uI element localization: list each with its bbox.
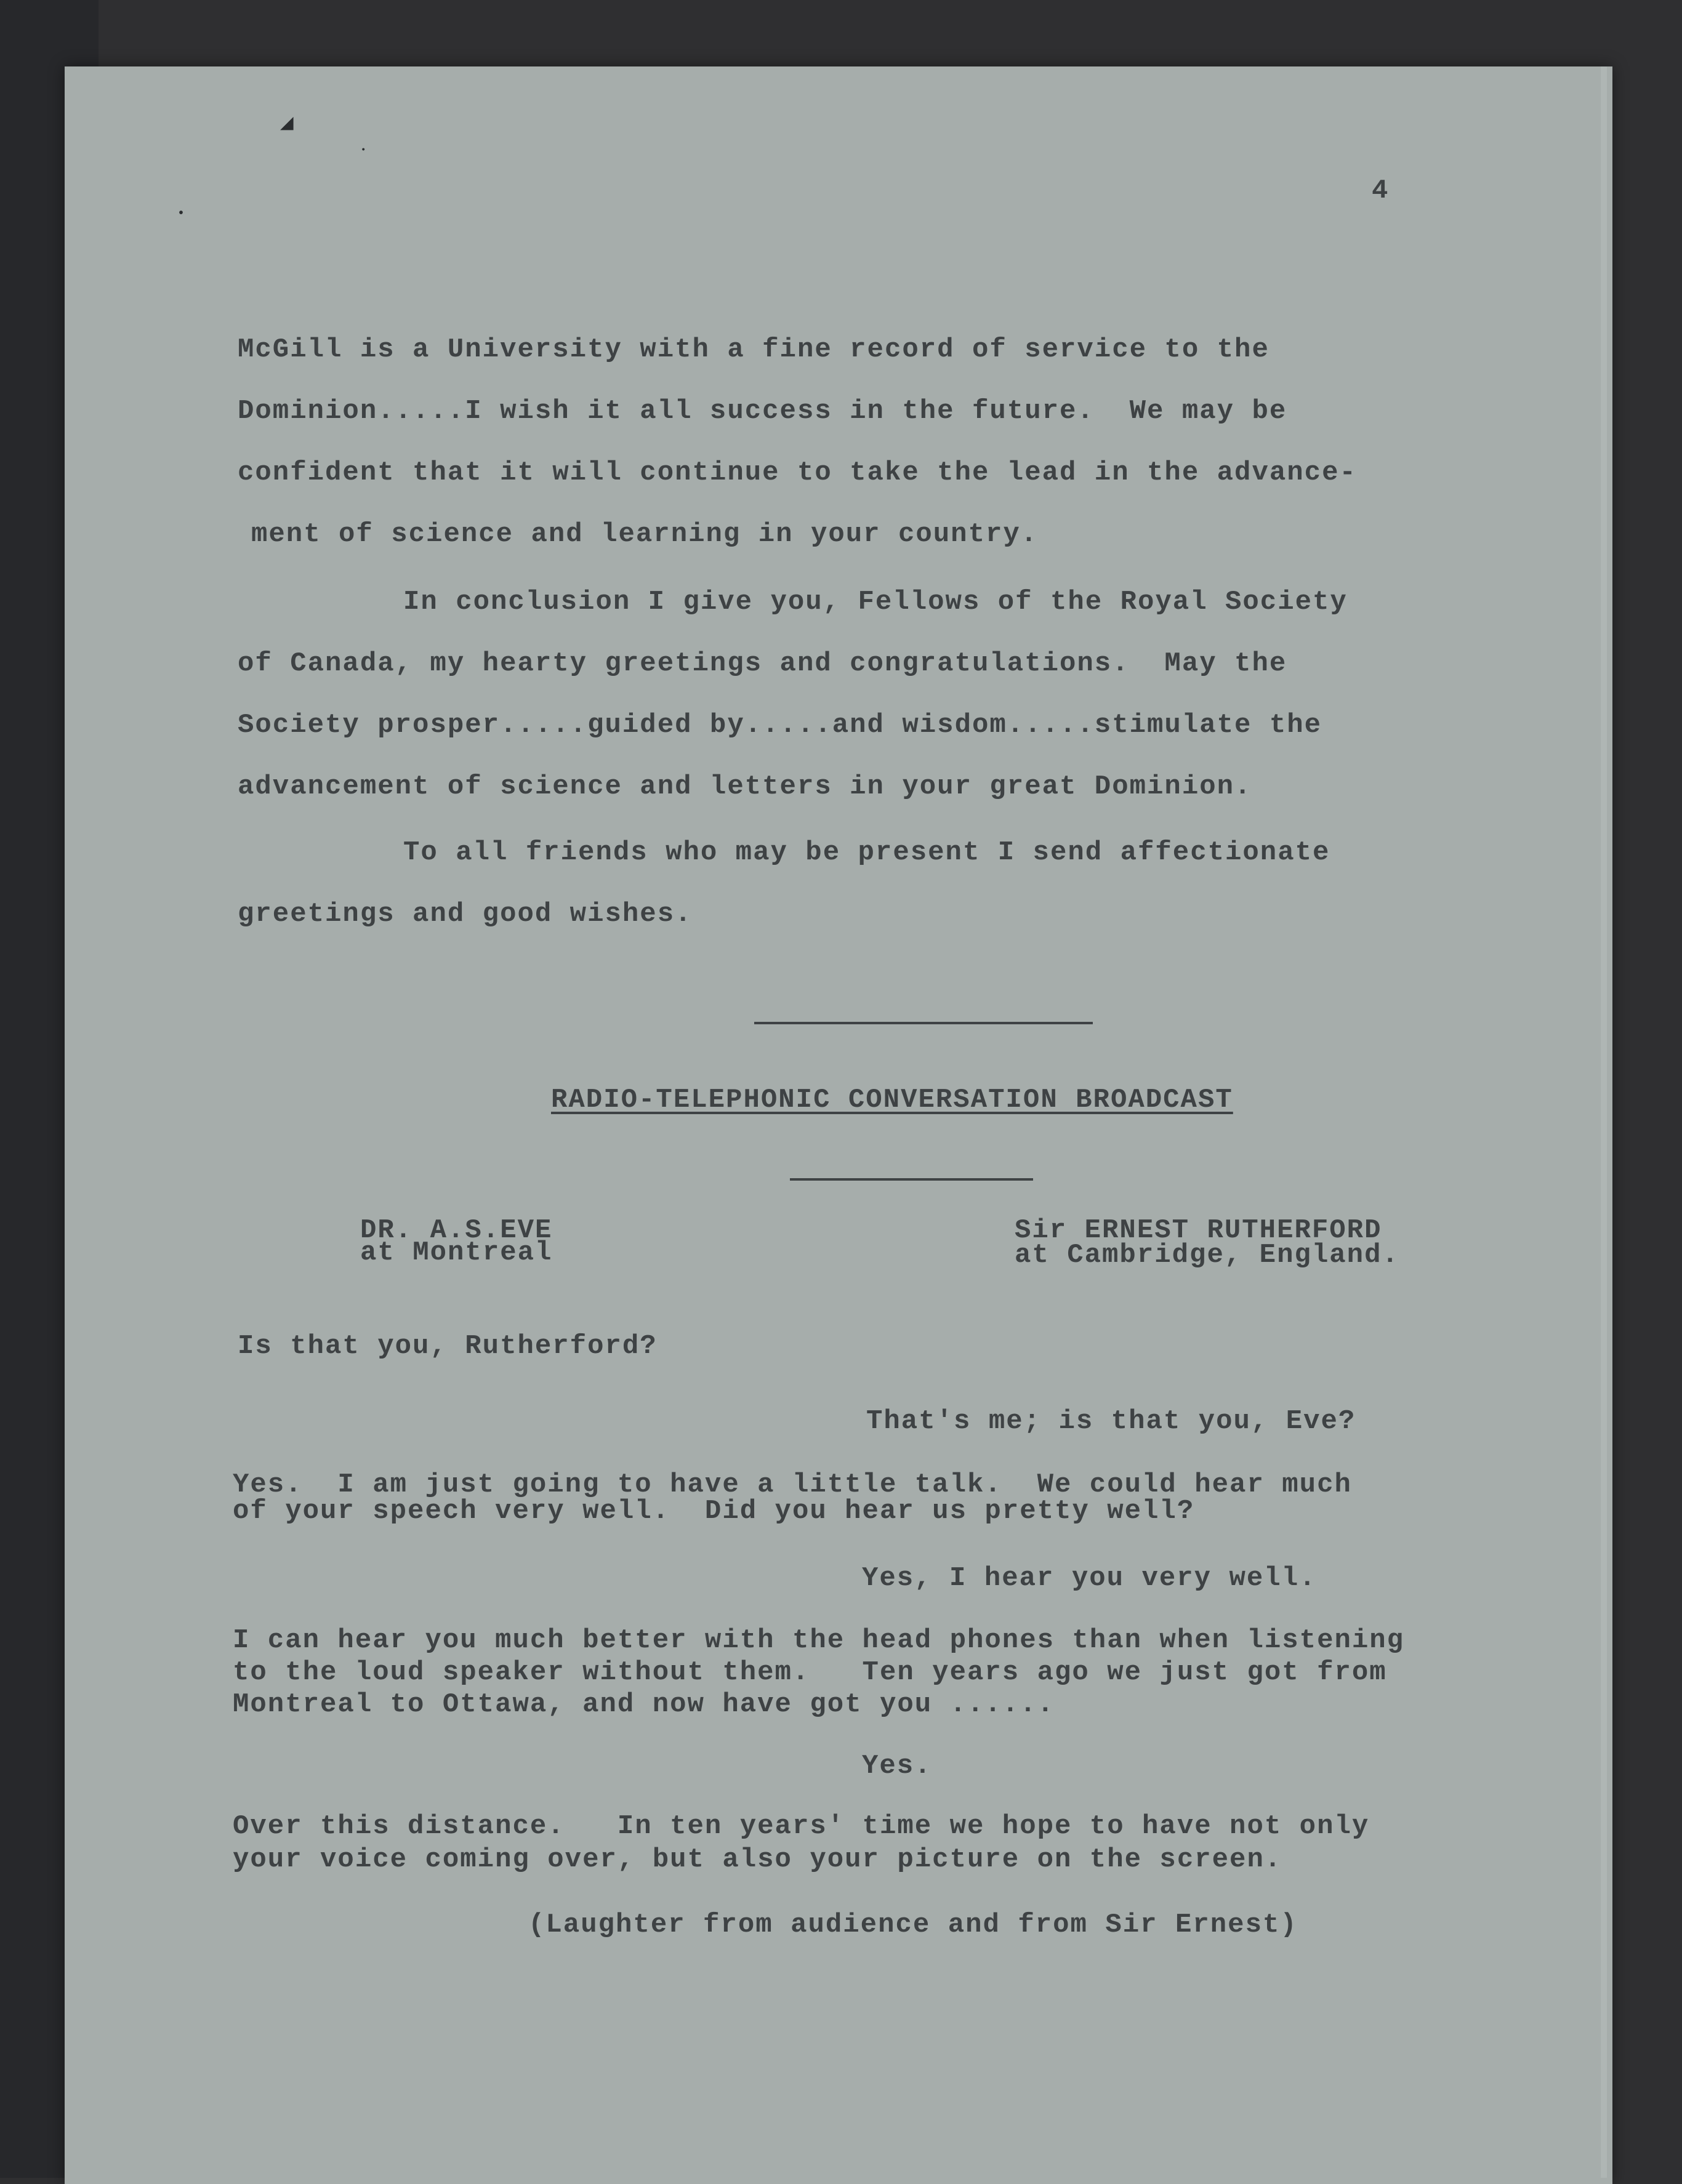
eve-line: Montreal to Ottawa, and now have got you ...... bbox=[233, 1689, 1055, 1720]
speech-line: ment of science and learning in your country. bbox=[251, 519, 1039, 550]
stage-note: (Laughter from audience and from Sir Ernest) bbox=[528, 1909, 1298, 1940]
scan-dot: • bbox=[361, 145, 366, 155]
eve-line: Over this distance. In ten years' time we hope to have not only bbox=[233, 1811, 1370, 1842]
separator-rule bbox=[790, 1178, 1033, 1181]
rutherford-line: That's me; is that you, Eve? bbox=[866, 1406, 1356, 1437]
page-edge bbox=[1601, 66, 1607, 2178]
speech-line: To all friends who may be present I send affectionate bbox=[403, 837, 1330, 868]
section-title: RADIO-TELEPHONIC CONVERSATION BROADCAST bbox=[551, 1085, 1233, 1115]
eve-line: to the loud speaker without them. Ten years ago we just got from bbox=[233, 1657, 1387, 1688]
separator-rule bbox=[754, 1022, 1093, 1024]
eve-line: of your speech very well. Did you hear us pretty well? bbox=[233, 1496, 1195, 1527]
speech-line: Dominion.....I wish it all success in the future. We may be bbox=[238, 396, 1287, 427]
rutherford-line: Yes. bbox=[862, 1751, 932, 1781]
eve-line: Yes. I am just going to have a little talk. We could hear much bbox=[233, 1469, 1352, 1500]
rutherford-line: Yes, I hear you very well. bbox=[862, 1563, 1317, 1594]
speaker-right-location: at Cambridge, England. bbox=[1015, 1240, 1399, 1271]
speech-line: advancement of science and letters in your great Dominion. bbox=[238, 771, 1252, 802]
speech-line: In conclusion I give you, Fellows of the Royal Society bbox=[403, 587, 1348, 617]
eve-line: I can hear you much better with the head phones than when listening bbox=[233, 1625, 1405, 1656]
scan-mark: ◢ bbox=[280, 111, 294, 136]
speech-line: of Canada, my hearty greetings and congratulations. May the bbox=[238, 648, 1287, 679]
speaker-left-location: at Montreal bbox=[360, 1237, 553, 1268]
speech-line: Society prosper.....guided by.....and wisdom.....stimulate the bbox=[238, 710, 1322, 741]
scan-dot: • bbox=[177, 207, 185, 221]
speech-line: greetings and good wishes. bbox=[238, 899, 693, 929]
speaker-left-name: DR. A.S.EVE bbox=[360, 1215, 553, 1246]
eve-line: Is that you, Rutherford? bbox=[238, 1331, 658, 1362]
speech-line: confident that it will continue to take the lead in the advance- bbox=[238, 457, 1357, 488]
eve-line: your voice coming over, but also your picture on the screen. bbox=[233, 1844, 1282, 1875]
speech-line: McGill is a University with a fine record of service to the bbox=[238, 334, 1270, 365]
page-number: 4 bbox=[1372, 175, 1390, 206]
speaker-right-name: Sir ERNEST RUTHERFORD bbox=[1015, 1215, 1382, 1246]
